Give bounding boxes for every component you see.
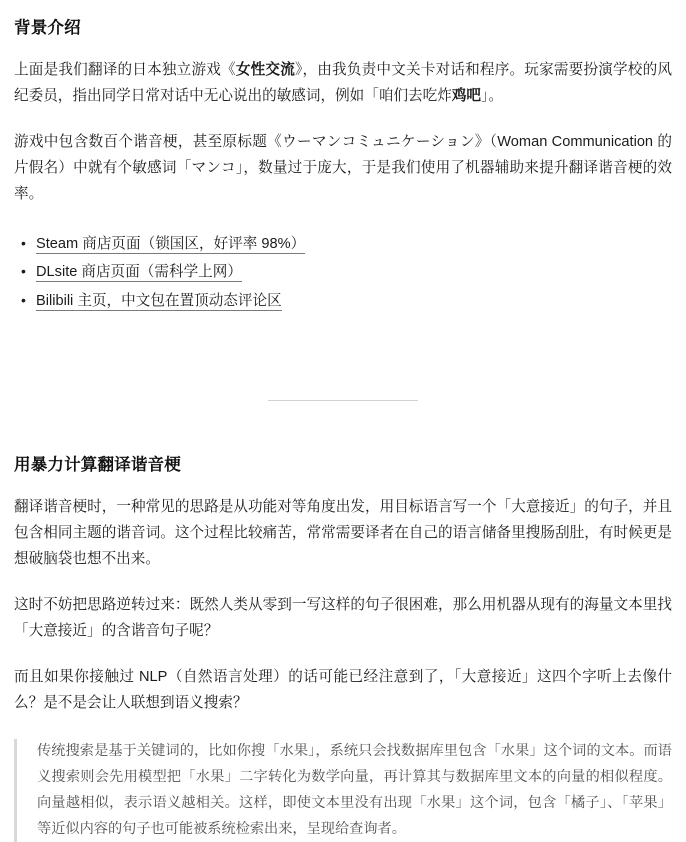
list-item (34, 258, 672, 286)
section-title-brute-force: 用暴力计算翻译谐音梗 (14, 456, 181, 475)
page-title: 背景介绍 (14, 19, 81, 37)
text-run: 上面是我们翻译的日本独立游戏《 (14, 62, 236, 78)
list-item (34, 230, 672, 258)
list-item (34, 287, 672, 315)
link-steam-store[interactable]: Steam 商店页面（锁国区，好评率 98%） (36, 235, 306, 252)
store-link-list (14, 230, 672, 315)
paragraph-brute-1: 翻译谐音梗时，一种常见的思路是从功能对等角度出发，用目标语言写一个「大意接近」的句子，并且包含相同主题的谐音词。这个过程比较痛苦，常常需要译者在自己的语言储备里搜肠刮肚，有时候更是想破脑袋也想不出来。 (14, 499, 672, 568)
emphasis-pun-word: 鸡吧 (451, 87, 482, 104)
link-dlsite-store[interactable]: DLsite 商店页面（需科学上网） (36, 264, 242, 281)
paragraph-intro-1 (14, 58, 672, 110)
paragraph-brute-3: 而且如果你接触过 NLP（自然语言处理）的话可能已经注意到了，「大意接近」这四个字听上去像什么？是不是会让人联想到语义搜索？ (14, 669, 672, 712)
paragraph-intro-2: 游戏中包含数百个谐音梗，甚至原标题《ウーマンコミュニケーション》（Woman Communication 的片假名）中就有个敏感词「マンコ」，数量过于庞大，于是我们使用了机器辅助来提升翻译谐音梗的效率。 (14, 133, 672, 202)
emphasis-game-title: 女性交流 (235, 62, 295, 78)
blockquote-semantic-search (14, 739, 672, 842)
section-divider (268, 400, 418, 401)
paragraph-brute-2: 这时不妨把思路逆转过来：既然人类从零到一写这样的句子很困难，那么用机器从现有的海量文本里找「大意接近」的含谐音句子呢？ (14, 597, 672, 640)
text-run: 》，由我负责中文关卡对话和程序。玩家需要扮演学校的风纪委员，指出同学日常对话中无心说出的敏感词，例如「咱们去吃炸 (14, 62, 672, 104)
section-divider-wrapper (14, 359, 672, 441)
text-run: 」。 (481, 87, 503, 104)
link-bilibili-home[interactable]: Bilibili 主页，中文包在置顶动态评论区 (36, 292, 282, 309)
blockquote-text: 传统搜索是基于关键词的，比如你搜「水果」，系统只会找数据库里包含「水果」这个词的文本。而语义搜索则会先用模型把「水果」二字转化为数学向量，再计算其与数据库里文本的向量的相似程度。向量越相似，表示语义越相关。这样，即使文本里没有出现「水果」这个词，包含「橘子」、「苹果」等近似内容的句子也可能被系统检索出来，呈现给查询者。 (37, 742, 672, 837)
